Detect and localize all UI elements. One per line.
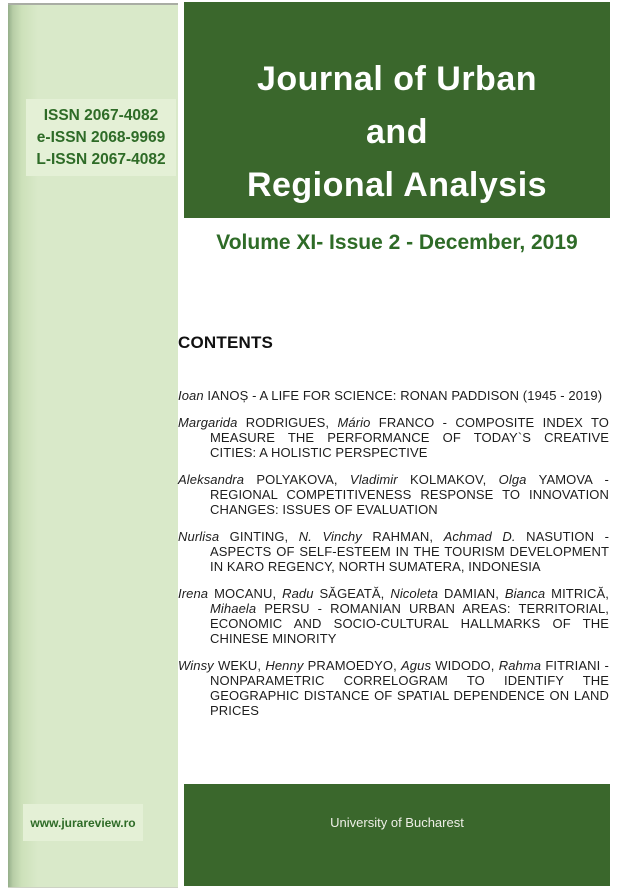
contents-entry: Aleksandra POLYAKOVA, Vladimir KOLMAKOV, Olga YAMOVA - REGIONAL COMPETITIVENESS RESPONSE TO INNOVATION CHANGES: ISSUES OF EVALUATION [178, 472, 609, 517]
issn-line: e-ISSN 2068-9969 [36, 128, 166, 146]
issn-box [26, 99, 176, 176]
contents-entry: Ioan IANOȘ - A LIFE FOR SCIENCE: RONAN PADDISON (1945 - 2019) [178, 388, 603, 403]
contents-list [178, 388, 609, 718]
journal-title-line: Journal of Urban [256, 60, 538, 98]
issn-line: ISSN 2067-4082 [43, 106, 159, 124]
issn-line: L-ISSN 2067-4082 [36, 150, 166, 168]
contents-entry: Margarida RODRIGUES, Mário FRANCO - COMPOSITE INDEX TO MEASURE THE PERFORMANCE OF TODAY`S CREATIVE CITIES: A HOLISTIC PERSPECTIVE [178, 415, 609, 460]
website-url: www.jurareview.ro [30, 815, 136, 830]
contents-entry: Irena MOCANU, Radu SĂGEATĂ, Nicoleta DAMIAN, Bianca MITRICĂ, Mihaela PERSU - ROMANIAN URBAN AREAS: TERRITORIAL, ECONOMIC AND SOCIO-CULTURAL HALLMARKS OF THE CHINESE MINORITY [178, 586, 610, 646]
publisher-banner [184, 784, 610, 886]
contents-entry: Nurlisa GINTING, N. Vinchy RAHMAN, Achmad D. NASUTION - ASPECTS OF SELF-ESTEEM IN THE TOURISM DEVELOPMENT IN KARO REGENCY, NORTH SUMATERA, INDONESIA [178, 529, 610, 574]
website-box [23, 804, 143, 841]
masthead-panel [184, 2, 610, 218]
cover-spine-panel [8, 3, 178, 888]
volume-issue-line: Volume XI- Issue 2 - December, 2019 [216, 231, 578, 254]
contents-heading: CONTENTS [178, 333, 274, 352]
publisher-name: University of Bucharest [330, 815, 464, 830]
contents-entry: Winsy WEKU, Henny PRAMOEDYO, Agus WIDODO, Rahma FITRIANI - NONPARAMETRIC CORRELOGRAM TO IDENTIFY THE GEOGRAPHIC DISTANCE OF SPATIAL DEPENDENCE ON LAND PRICES [178, 658, 609, 718]
contents-section [178, 333, 609, 730]
journal-title-line: and [366, 113, 428, 151]
journal-title [184, 2, 610, 212]
journal-title-line: Regional Analysis [246, 166, 548, 204]
